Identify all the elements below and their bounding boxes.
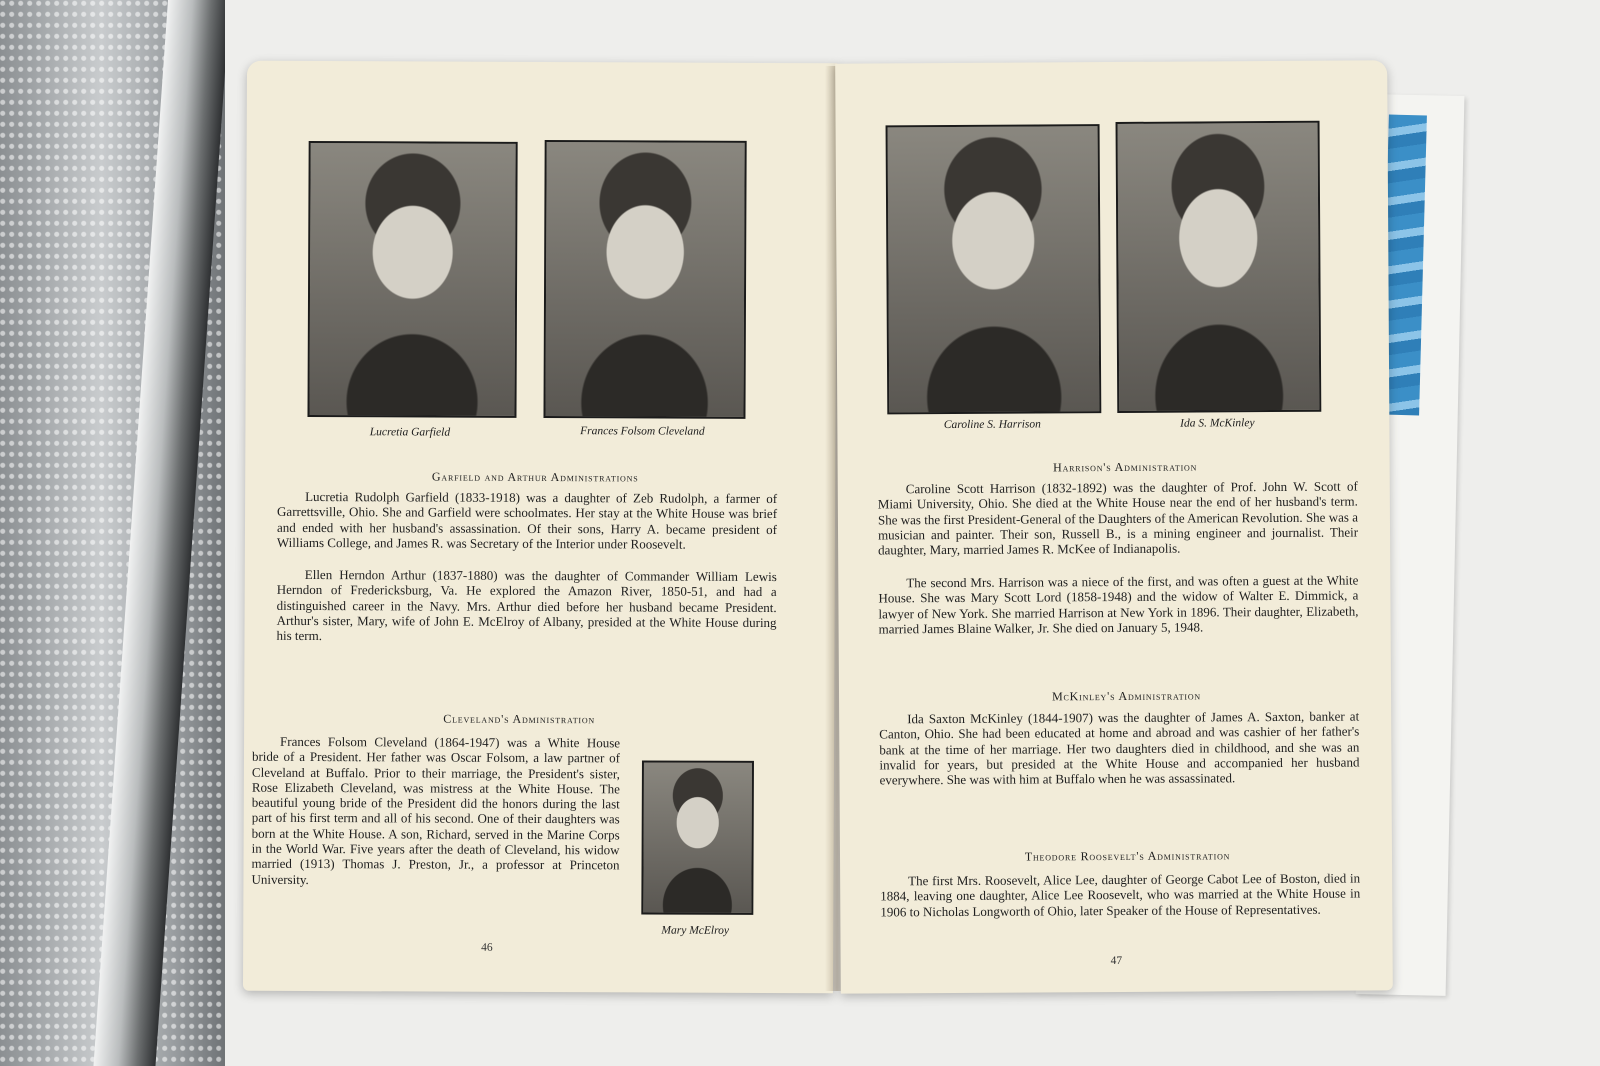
photo-ida-mckinley [1116, 121, 1322, 413]
caption-ida-mckinley: Ida S. McKinley [1180, 417, 1255, 430]
caption-frances-folsom-cleveland: Frances Folsom Cleveland [580, 425, 705, 438]
para-second-mrs-harrison: The second Mrs. Harrison was a niece of the first, and was often a guest at the White House. She was Mary Scott Lord (1858-1948) and the widow of Walter E. Dimmick, a lawyer of New York. She married Harrison at New York in 1896. Their daughter, Elizabeth, married James Blaine Walker, Jr. She died on January 5, 1948. [878, 572, 1359, 637]
heading-cleveland: Cleveland's Administration [443, 711, 596, 727]
caption-caroline-harrison: Caroline S. Harrison [943, 418, 1041, 432]
heading-theodore-roosevelt: Theodore Roosevelt's Administration [1024, 848, 1231, 864]
para-ida-mckinley: Ida Saxton McKinley (1844-1907) was the daughter of James A. Saxton, banker at Canton, Ohio. She had been educated at home and abroad and was cashier of her father's bank at the time of her marriage. Her two daughters died in childhood, and she was an invalid for years, but presided at the White House and accompanied her husband everywhere. She was with him at Buffalo when he was assassinated. [879, 708, 1360, 788]
heading-garfield-arthur: Garfield and Arthur Administrations [431, 469, 639, 485]
left-page [243, 61, 837, 994]
heading-mckinley: McKinley's Administration [1052, 688, 1202, 704]
photo-caroline-harrison [886, 124, 1102, 414]
photo-mary-mcelroy [641, 760, 754, 914]
para-ellen-arthur: Ellen Herndon Arthur (1837-1880) was the daughter of Commander William Lewis Herndon of Fredericksburg, Va. He explored the Amazon River, 1850-51, and had a distinguished career in the Navy. Mrs. Arthur died before her husband became President. Arthur's sister, Mary, wife of John E. McElroy of Albany, presided at the White House during his term. [276, 566, 777, 644]
caption-mary-mcelroy: Mary McElroy [661, 924, 730, 937]
para-caroline-harrison: Caroline Scott Harrison (1832-1892) was the daughter of Prof. John W. Scott of Miami University, Ohio. She died at the White House near the end of her husband's term. She was the first President-General of the Daughters of the American Revolution. She was a musician and painter. Their son, Russell B., is a mining engineer and journalist. Their daughter, Mary, married James R. McKee of Indianapolis. [877, 478, 1359, 558]
caption-lucretia-garfield: Lucretia Garfield [369, 426, 451, 439]
photo-lucretia-garfield [307, 141, 517, 418]
heading-harrison: Harrison's Administration [1053, 459, 1198, 475]
photo-frances-folsom-cleveland [543, 140, 746, 419]
page-number-46: 46 [481, 941, 493, 954]
right-page [835, 60, 1393, 993]
page-number-47: 47 [1110, 954, 1123, 968]
para-alice-lee-roosevelt: The first Mrs. Roosevelt, Alice Lee, daughter of George Cabot Lee of Boston, died in 1884, leaving one daughter, Alice Lee Roosevelt, who was married at the White House in 1906 to Nicholas Longworth of Ohio, later Speaker of the House of Representatives. [880, 870, 1361, 920]
para-lucretia-garfield: Lucretia Rudolph Garfield (1833-1918) was a daughter of Zeb Rudolph, a farmer of Garrettsville, Ohio. She and Garfield were schoolmates. Her stay at the White House was brief and ended with her husband's assassination. Of their sons, Harry A. became president of Williams College, and James R. was Secretary of the Interior under Roosevelt. [276, 488, 778, 552]
para-frances-cleveland: Frances Folsom Cleveland (1864-1947) was a White House bride of a President. Her father was Oscar Folsom, a law partner of Cleveland at Buffalo. Prior to their marriage, the President's sister, Rose Elizabeth Cleveland, was mistress at the White House. The beautiful young bride of the President did the honors during the last part of his first term and all of his second. One of their daughters was born at the White House. A son, Richard, served in the Marine Corps in the World War. Five years after the death of Cleveland, his widow married (1913) Thomas J. Preston, Jr., a professor at Princeton University. [251, 733, 621, 887]
